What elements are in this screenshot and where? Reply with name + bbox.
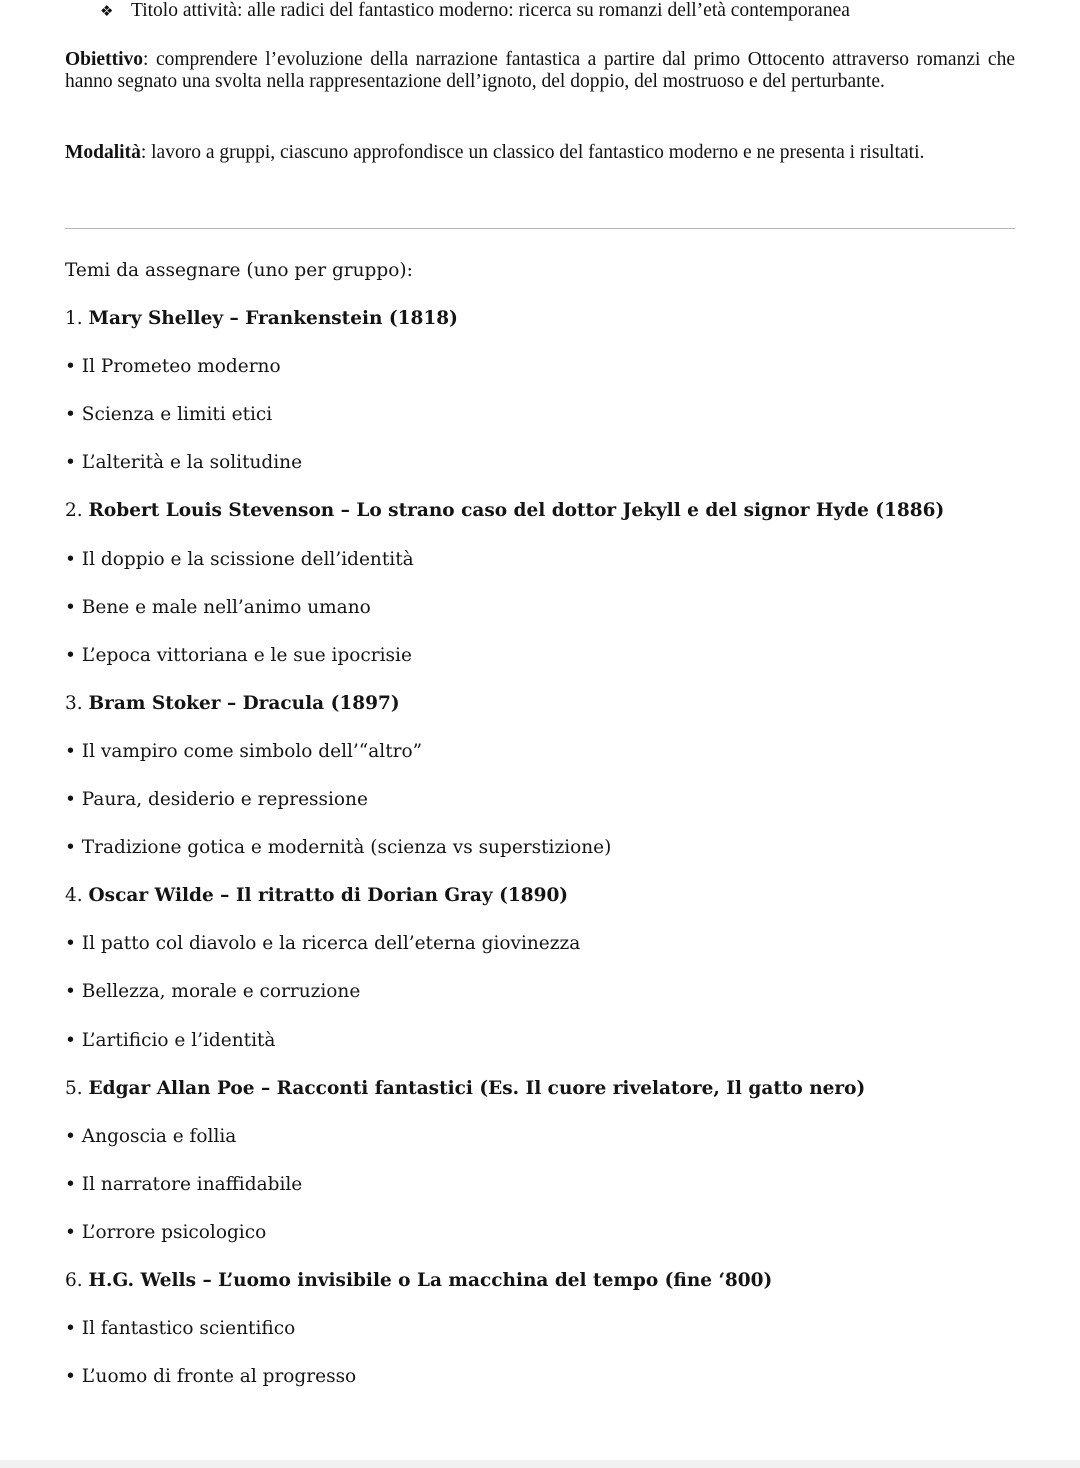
- group-title: Mary Shelley – Frankenstein (1818): [88, 308, 458, 330]
- list-item: • Angoscia e follia: [65, 1125, 237, 1147]
- list-item: • Bene e male nell’animo umano: [65, 596, 371, 618]
- group-title: Robert Louis Stevenson – Lo strano caso del dottor Jekyll e del signor Hyde (1886): [88, 500, 945, 522]
- group-title: H.G. Wells – L’uomo invisibile o La macchina del tempo (fine ‘800): [88, 1269, 773, 1291]
- list-item: • L’epoca vittoriana e le sue ipocrisie: [65, 644, 412, 666]
- list-item: • Il patto col diavolo e la ricerca dell’eterna giovinezza: [65, 933, 581, 955]
- list-item: • Scienza e limiti etici: [65, 404, 273, 426]
- list-item: • L’uomo di fronte al progresso: [65, 1366, 357, 1388]
- horizontal-divider: [65, 228, 1015, 229]
- mode-paragraph: [65, 142, 1015, 164]
- objective-text: : comprendere l’evoluzione della narrazione fantastica a partire dal primo Ottocento attraverso romanzi che hanno segnato una svolta nella rappresentazione dell’ignoto, del doppio, del mostruoso e del perturbante.: [65, 49, 1015, 92]
- group-number: 3.: [65, 692, 83, 714]
- group-heading: [65, 1076, 1025, 1124]
- list-item: • Il doppio e la scissione dell’identità: [65, 548, 414, 570]
- group-number: 5.: [65, 1077, 83, 1099]
- objective-label: Obiettivo: [65, 49, 143, 70]
- group-title: Edgar Allan Poe – Racconti fantastici (Es. Il cuore rivelatore, Il gatto nero): [88, 1077, 866, 1099]
- topics-intro: Temi da assegnare (uno per gruppo):: [65, 260, 413, 281]
- group-heading: [65, 1268, 1025, 1316]
- list-item: • L’orrore psicologico: [65, 1221, 267, 1243]
- list-item: • L’alterità e la solitudine: [65, 452, 303, 474]
- group-heading: [65, 691, 1025, 739]
- mode-text: : lavoro a gruppi, ciascuno approfondisce un classico del fantastico moderno e ne presenta i risultati.: [140, 142, 925, 163]
- page-bottom-edge: [0, 1460, 1080, 1468]
- diamond-bullet-icon: ❖: [100, 2, 114, 20]
- list-item: • Il vampiro come simbolo dell’“altro”: [65, 740, 423, 762]
- group-number: 4.: [65, 885, 83, 907]
- list-item: • Paura, desiderio e repressione: [65, 789, 368, 811]
- mode-label: Modalità: [65, 142, 141, 163]
- list-item: • Il narratore inaffidabile: [65, 1173, 303, 1195]
- topics-list: [65, 258, 1025, 1412]
- group-number: 1.: [65, 308, 83, 330]
- group-title: Bram Stoker – Dracula (1897): [88, 692, 400, 714]
- group-heading: [65, 498, 1025, 546]
- group-title: Oscar Wilde – Il ritratto di Dorian Gray (1890): [88, 885, 569, 907]
- objective-paragraph: [65, 49, 1015, 93]
- group-number: 6.: [65, 1269, 83, 1291]
- list-item: • Bellezza, morale e corruzione: [65, 981, 361, 1003]
- group-heading: [65, 883, 1025, 931]
- list-item: • L’artificio e l’identità: [65, 1029, 276, 1051]
- group-heading: [65, 306, 1025, 354]
- list-item: • Tradizione gotica e modernità (scienza vs superstizione): [65, 837, 612, 859]
- list-item: • Il Prometeo moderno: [65, 356, 281, 378]
- group-number: 2.: [65, 500, 83, 522]
- list-item: • Il fantastico scientifico: [65, 1318, 296, 1340]
- activity-title-text: Titolo attività: alle radici del fantastico moderno: ricerca su romanzi dell’età contemporanea: [131, 0, 850, 21]
